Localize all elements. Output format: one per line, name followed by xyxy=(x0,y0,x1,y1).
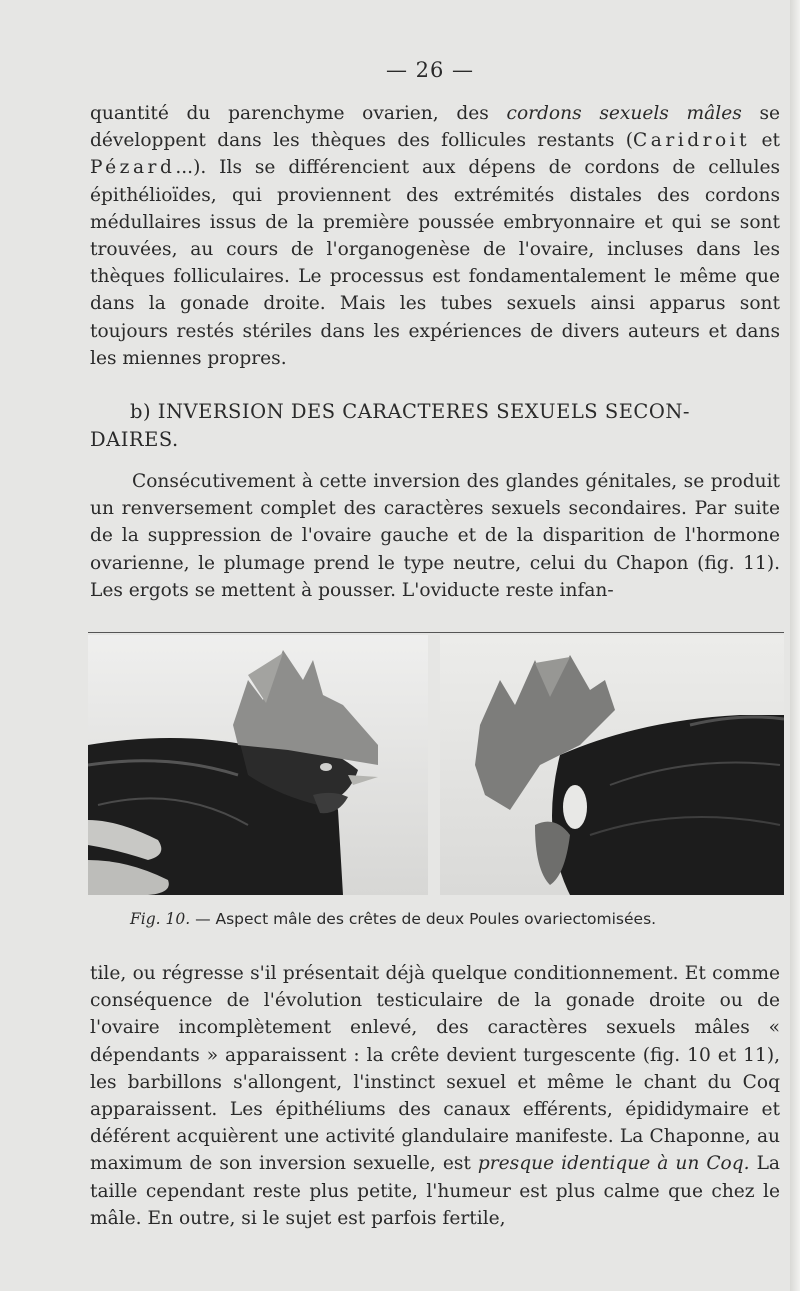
photo-hen-left xyxy=(88,635,428,895)
page-edge xyxy=(790,0,800,1291)
paragraph-2: Consécutivement à cette inversion des glandes génitales, se produit un renversement complet des caractères sexuels secondaires. Par suite de la suppression de l'ovaire gauche et de la disparition de l'hormone ovarienne, le plumage prend le type neutre, celui du Chapon (fig. 11). Les ergots se mettent à pousser. L'oviducte reste infan- xyxy=(90,471,780,601)
author-name: Caridroit xyxy=(633,130,751,152)
figure-caption: Fig. 10. — Aspect mâle des crêtes de deux Poules ovariectomisées. xyxy=(130,910,657,928)
figure-10 xyxy=(88,632,784,895)
page-number: — 26 — xyxy=(385,58,475,82)
photo-hen-right xyxy=(440,635,784,895)
figure-label: Fig. 10. xyxy=(130,910,191,928)
emphasis-cordons: cordons sexuels mâles xyxy=(506,103,742,124)
section-heading: b) INVERSION DES CARACTERES SEXUELS SECON- DAIRES. xyxy=(90,400,690,451)
emphasis-coq: presque identique à un Coq. xyxy=(477,1153,750,1175)
paragraph-1: quantité du parenchyme ovarien, des cordons sexuels mâles se développent dans les thèques des follicules restants (Caridroit et Pézard...). Ils se différencient aux dépens de cordons de cellules épithélioïdes, qui proviennent des extrémités distales des cordons médullaires issus de la première poussée embryonnaire et qui se sont trouvées, au cours de l'organogenèse de l'ovaire, incluses dans les thèques folliculaires. Le processus est fondamentalement le même que dans la gonade droite. Mais les tubes sexuels ainsi apparus sont toujours restés stériles dans les expériences de divers auteurs et dans les miennes propres. xyxy=(90,103,780,369)
paragraph-3: tile, ou régresse s'il présentait déjà quelque conditionnement. Et comme conséquence de l'évolution testiculaire de la gonade droite ou de l'ovaire incomplètement enlevé, des caractères sexuels mâles « dépendants » apparaissent : la crête devient turgescente (fig. 10 et 11), les barbillons s'allongent, l'instinct sexuel et même le chant du Coq apparaissent. Les épithéliums des canaux efférents, épididymaire et déférent acquièrent une activité glandulaire manifeste. La Chaponne, au maximum de son inversion sexuelle, est presque identique à un Coq. La taille cependant reste plus petite, l'humeur est plus calme que chez le mâle. En outre, si le sujet est parfois fertile, xyxy=(90,963,781,1229)
author-name: Pézard xyxy=(90,157,176,179)
